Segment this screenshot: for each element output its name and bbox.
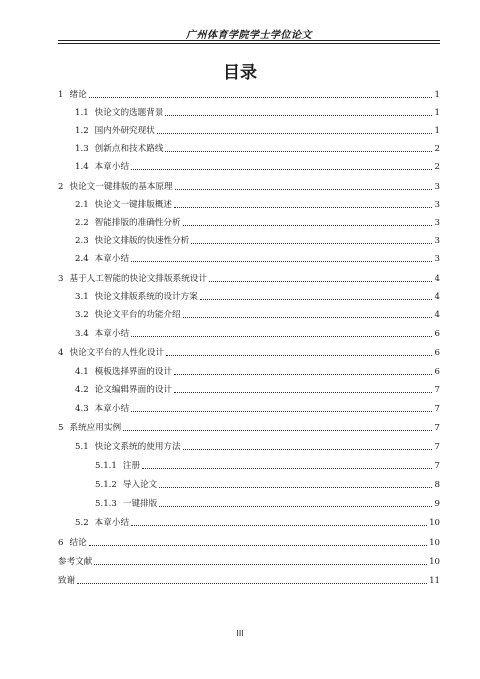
toc-entry-title: 本章小结	[94, 518, 130, 528]
toc-entry[interactable]	[95, 459, 440, 473]
toc-entry[interactable]	[75, 216, 440, 230]
toc-entry-title: 本章小结	[94, 404, 130, 414]
toc-dot-leader	[131, 261, 432, 262]
toc-entry[interactable]	[58, 555, 440, 569]
toc-entry-title: 模板选择界面的设计	[94, 367, 173, 377]
toc-entry-title: 创新点和技术路线	[94, 144, 164, 154]
toc-dot-leader	[94, 564, 427, 565]
page-number: III	[236, 629, 244, 638]
toc-dot-leader	[77, 583, 427, 584]
toc-entry-title: 注册	[122, 461, 141, 471]
toc-entry-page: 3	[434, 182, 440, 192]
toc-entry-title: 导入论文	[122, 480, 158, 490]
toc-entry-page: 8	[434, 480, 440, 490]
toc-entry[interactable]	[75, 234, 440, 248]
toc-dot-leader	[166, 355, 432, 356]
toc-entry-title: 快论文平台的人性化设计	[69, 348, 165, 358]
header-rule-thick	[58, 40, 440, 41]
toc-entry-page: 4	[434, 292, 440, 302]
toc-entry-title: 快论文一键排版概述	[94, 200, 173, 210]
toc-entry-page: 10	[429, 518, 440, 528]
toc-entry[interactable]	[58, 272, 440, 286]
header-rule-thin	[58, 43, 440, 44]
toc-dot-leader	[89, 545, 427, 546]
toc-entry-page: 4	[434, 310, 440, 320]
running-header: 广州体育学院学士学位论文	[186, 30, 312, 41]
toc-entry-number: 2.3	[75, 236, 89, 246]
toc-entry-title: 一键排版	[122, 499, 158, 509]
toc-entry[interactable]	[75, 142, 440, 156]
toc-dot-leader	[157, 133, 432, 134]
toc-dot-leader	[165, 115, 432, 116]
toc-entry-number: 1	[58, 90, 64, 100]
toc-entry[interactable]	[75, 106, 440, 120]
toc-entry-number: 3.2	[75, 310, 89, 320]
toc-dot-leader	[123, 430, 432, 431]
toc-entry-page: 6	[434, 367, 440, 377]
toc-entry[interactable]	[75, 516, 440, 530]
toc-entry-number: 3.4	[75, 329, 89, 339]
toc-entry-page: 3	[434, 200, 440, 210]
toc-entry[interactable]	[58, 180, 440, 194]
toc-entry-page: 1	[434, 108, 440, 118]
toc-entry-page: 1	[434, 90, 440, 100]
toc-entry[interactable]	[75, 160, 440, 174]
toc-entry-number: 5.1	[75, 442, 89, 452]
toc-entry-page: 3	[434, 236, 440, 246]
toc-dot-leader	[174, 392, 432, 393]
toc-entry[interactable]	[58, 88, 440, 102]
toc-entry[interactable]	[75, 308, 440, 322]
toc-entry-page: 9	[434, 499, 440, 509]
toc-dot-leader	[165, 151, 432, 152]
toc-entry-title: 本章小结	[94, 162, 130, 172]
toc-entry[interactable]	[95, 478, 440, 492]
toc-entry-page: 3	[434, 254, 440, 264]
toc-entry-number: 4.1	[75, 367, 89, 377]
toc-entry-page: 2	[434, 144, 440, 154]
toc-dot-leader	[159, 506, 432, 507]
toc-entry-number: 4	[58, 348, 64, 358]
toc-entry[interactable]	[75, 252, 440, 266]
toc-entry-title: 论文编辑界面的设计	[94, 385, 173, 395]
toc-entry-title: 致谢	[58, 576, 76, 586]
toc-entry-number: 6	[58, 538, 64, 548]
toc-dot-leader	[183, 225, 432, 226]
toc-entry-page: 7	[434, 404, 440, 414]
toc-entry-title: 参考文献	[58, 557, 93, 567]
toc-dot-leader	[183, 317, 432, 318]
toc-entry-number: 1.2	[75, 126, 89, 136]
toc-entry-page: 6	[434, 348, 440, 358]
toc-dot-leader	[131, 525, 427, 526]
toc-entry-title: 快论文平台的功能介绍	[94, 310, 181, 320]
toc-entry-title: 快论文排版系统的设计方案	[94, 292, 198, 302]
toc-entry[interactable]	[75, 402, 440, 416]
toc-entry-page: 7	[434, 423, 440, 433]
toc-entry-title: 快论文排版的快速性分析	[94, 236, 190, 246]
toc-entry-title: 基于人工智能的快论文排版系统设计	[69, 274, 207, 284]
toc-entry[interactable]	[58, 574, 440, 588]
toc-dot-leader	[89, 97, 432, 98]
toc-dot-leader	[200, 299, 432, 300]
toc-entry-number: 4.3	[75, 404, 89, 414]
toc-entry[interactable]	[75, 327, 440, 341]
toc-dot-leader	[159, 487, 432, 488]
toc-entry-page: 7	[434, 461, 440, 471]
toc-entry[interactable]	[75, 440, 440, 454]
toc-dot-leader	[131, 411, 432, 412]
toc-entry-title: 快论文系统的使用方法	[94, 442, 181, 452]
toc-entry-page: 10	[429, 557, 440, 567]
toc-entry-page: 10	[429, 538, 440, 548]
toc-entry[interactable]	[75, 124, 440, 138]
toc-entry-title: 本章小结	[94, 254, 130, 264]
toc-entry-title: 快论文一键排版的基本原理	[69, 182, 173, 192]
toc-entry[interactable]	[75, 365, 440, 379]
toc-entry-number: 3	[58, 274, 64, 284]
toc-entry[interactable]	[58, 346, 440, 360]
toc-dot-leader	[209, 281, 432, 282]
toc-dot-leader	[174, 374, 432, 375]
toc-entry-number: 5	[58, 423, 64, 433]
toc-dot-leader	[142, 468, 432, 469]
toc-entry-number: 2.4	[75, 254, 89, 264]
toc-entry-page: 4	[434, 274, 440, 284]
toc-entry[interactable]	[75, 198, 440, 212]
toc-entry-title: 本章小结	[94, 329, 130, 339]
toc-title: 目录	[223, 63, 257, 83]
toc-entry-page: 1	[434, 126, 440, 136]
toc-dot-leader	[131, 336, 432, 337]
toc-entry-title: 快论文的选题背景	[94, 108, 164, 118]
toc-entry[interactable]	[75, 383, 440, 397]
toc-entry-number: 1.4	[75, 162, 89, 172]
toc-entry-number: 4.2	[75, 385, 89, 395]
toc-dot-leader	[191, 243, 432, 244]
toc-entry-number: 5.1.1	[95, 461, 117, 471]
toc-entry-number: 2	[58, 182, 64, 192]
toc-entry-number: 5.1.2	[95, 480, 117, 490]
toc-entry-title: 智能排版的准确性分析	[94, 218, 181, 228]
toc-dot-leader	[131, 169, 432, 170]
toc-entry-number: 2.1	[75, 200, 89, 210]
toc-dot-leader	[174, 207, 432, 208]
toc-entry[interactable]	[75, 290, 440, 304]
toc-entry-number: 1.1	[75, 108, 89, 118]
toc-entry-title: 结论	[69, 538, 87, 548]
toc-entry-number: 1.3	[75, 144, 89, 154]
toc-entry-page: 7	[434, 385, 440, 395]
toc-entry-page: 3	[434, 218, 440, 228]
toc-entry-title: 绪论	[69, 90, 87, 100]
toc-entry[interactable]	[95, 497, 440, 511]
toc-entry-number: 5.2	[75, 518, 89, 528]
toc-entry-number: 3.1	[75, 292, 89, 302]
toc-entry[interactable]	[58, 421, 440, 435]
toc-entry-page: 2	[434, 162, 440, 172]
toc-entry-number: 5.1.3	[95, 499, 117, 509]
toc-entry[interactable]	[58, 536, 440, 550]
toc-entry-title: 国内外研究现状	[94, 126, 155, 136]
toc-entry-number: 2.2	[75, 218, 89, 228]
toc-dot-leader	[183, 449, 432, 450]
toc-entry-page: 6	[434, 329, 440, 339]
toc-entry-title: 系统应用实例	[69, 423, 122, 433]
toc-entry-page: 7	[434, 442, 440, 452]
toc-dot-leader	[175, 189, 432, 190]
toc-entry-page: 11	[429, 576, 440, 586]
